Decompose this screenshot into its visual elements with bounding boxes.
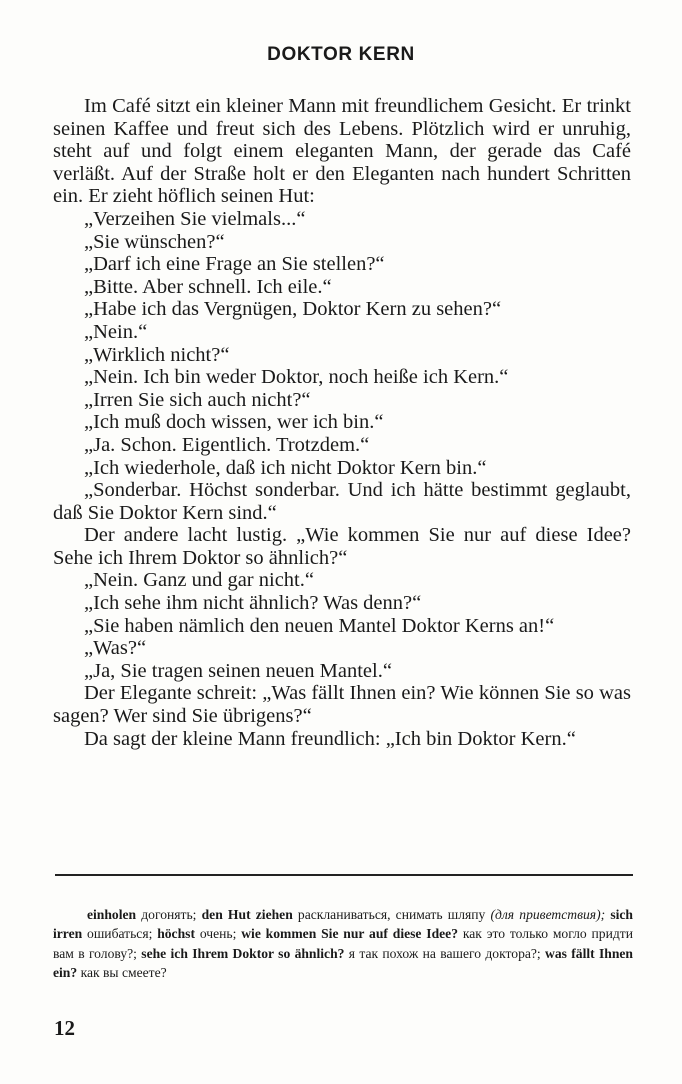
footnote-term: den Hut ziehen (201, 907, 293, 922)
paragraph: „Nein. Ganz und gar nicht.“ (84, 569, 314, 592)
vocabulary-footnote (53, 905, 633, 983)
paragraph: „Ich sehe ihm nicht ähnlich? Was denn?“ (84, 592, 422, 615)
paragraph: Der Elegante schreit: „Was fällt Ihnen ein? Wie können Sie so was sagen? Wer sind Sie übrigens?“ (53, 682, 631, 728)
paragraph: „Irren Sie sich auch nicht?“ (84, 388, 311, 411)
paragraph: „Ja, Sie tragen seinen neuen Mantel.“ (84, 659, 392, 682)
paragraph: „Ja. Schon. Eigentlich. Trotzdem.“ (84, 433, 370, 456)
paragraph: „Was?“ (84, 637, 147, 660)
footnote-translation: я так похож на вашего доктора?; (344, 945, 546, 961)
paragraph: „Nein. Ich bin weder Doktor, noch heiße ich Kern.“ (84, 366, 509, 389)
story-text (53, 95, 631, 750)
footnote-term: einholen (87, 907, 137, 922)
paragraph: „Verzeihen Sie vielmals...“ (84, 207, 306, 230)
page-title: DOKTOR KERN (267, 44, 415, 65)
paragraph: Der andere lacht lustig. „Wie kommen Sie nur auf diese Idee? Sehe ich Ihrem Doktor so ähnlich?“ (53, 524, 631, 569)
paragraph: „Wirklich nicht?“ (84, 343, 230, 366)
footnote-translation: очень; (194, 926, 242, 942)
footnote-translation: ошибаться; (82, 926, 158, 942)
paragraph: „Sie haben nämlich den neuen Mantel Doktor Kerns an!“ (84, 614, 555, 637)
footnote-translation: как вы смеете? (77, 965, 167, 981)
footnote-translation: как это только могло придти вам в голову?; (53, 926, 633, 961)
footnote-term: wie kommen Sie nur auf diese Idee? (241, 926, 458, 942)
footnote-term: was fällt Ihnen ein? (53, 945, 633, 981)
footnote-translation: раскланиваться, снимать шляпу (292, 907, 491, 922)
paragraph: „Sonderbar. Höchst sonderbar. Und ich hätte bestimmt geglaubt, daß Sie Doktor Kern sind.“ (53, 479, 631, 524)
paragraph: „Darf ich eine Frage an Sie stellen?“ (84, 253, 385, 276)
paragraph: „Ich wiederhole, daß ich nicht Doktor Kern bin.“ (84, 456, 487, 479)
footnote-text (53, 905, 633, 983)
paragraph: „Bitte. Aber schnell. Ich eile.“ (84, 275, 332, 298)
footnote-translation: догонять; (136, 907, 202, 922)
paragraph: Im Café sitzt ein kleiner Mann mit freundlichem Gesicht. Er trinkt seinen Kaffee und freut sich des Lebens. Plötzlich wird er unruhig, steht auf und folgt einem eleganten Mann, der gerade das Café verläßt. Auf der Straße holt er den Eleganten nach hundert Schritten ein. Er zieht höflich seinen Hut: (53, 95, 631, 208)
footnote-term: sich irren (53, 907, 633, 942)
paragraph: „Habe ich das Vergnügen, Doktor Kern zu sehen?“ (84, 298, 502, 321)
paragraph: „Sie wünschen?“ (84, 230, 225, 253)
footnote-term: sehe ich Ihrem Doktor so ähnlich? (141, 945, 345, 961)
footnote-term: höchst (157, 926, 195, 942)
paragraph: „Ich muß doch wissen, wer ich bin.“ (84, 411, 384, 434)
paragraph: „Nein.“ (84, 320, 148, 343)
footnote-divider (55, 874, 633, 876)
paragraph: Da sagt der kleine Mann freundlich: „Ich bin Doktor Kern.“ (84, 727, 576, 750)
footnote-translation: (для приветствия); (490, 907, 611, 922)
page-number: 12 (54, 1016, 75, 1040)
